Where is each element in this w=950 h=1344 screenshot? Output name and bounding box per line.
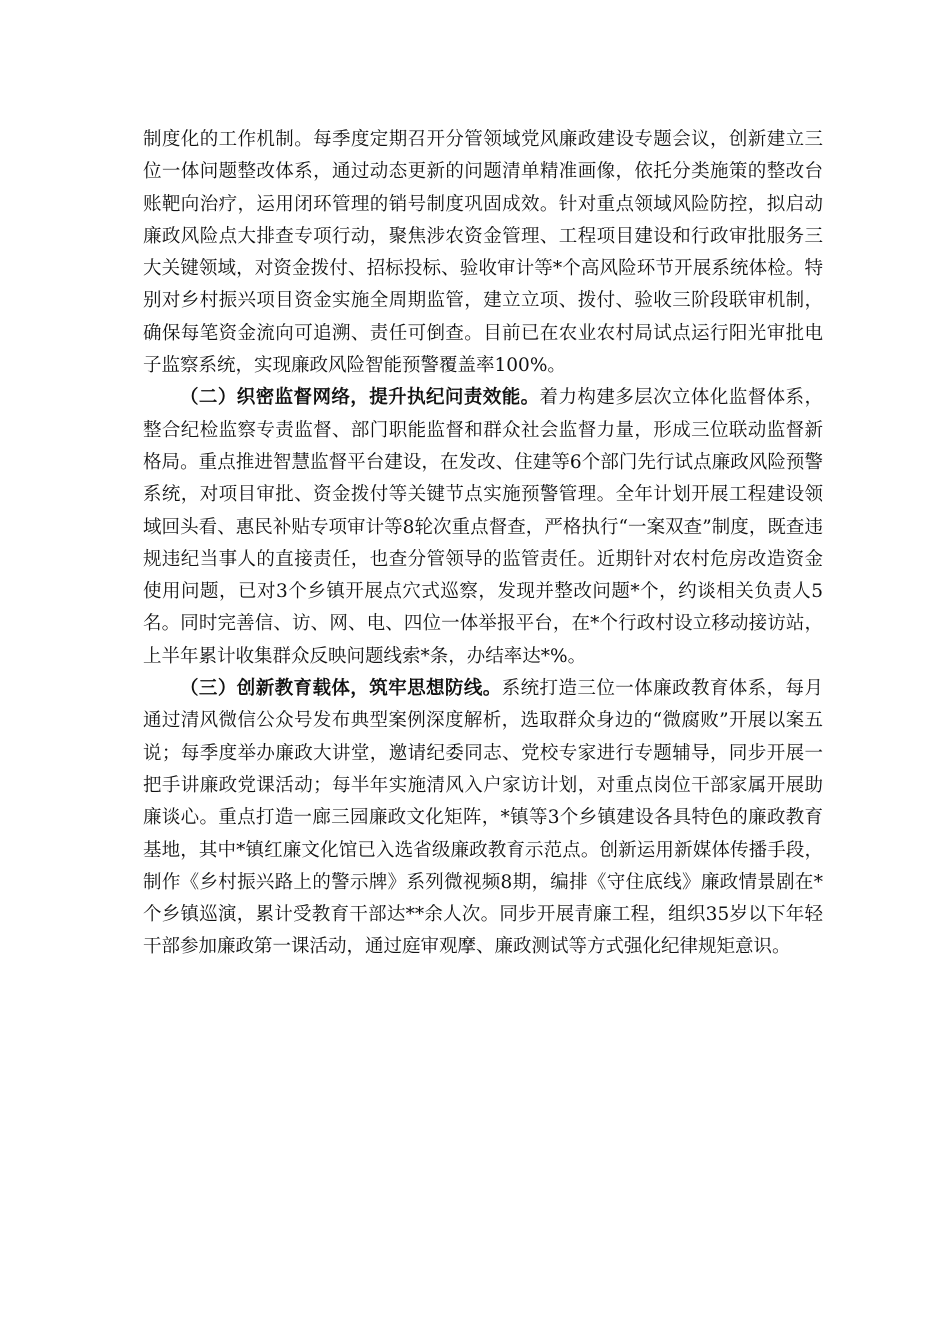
paragraph-2	[143, 382, 823, 673]
document-body	[143, 124, 823, 964]
section-heading-3: （三）创新教育载体，筑牢思想防线。	[180, 678, 502, 700]
paragraph-2-text: 着力构建多层次立体化监督体系，整合纪检监察专责监督、部门职能监督和群众社会监督力量，形成三位联动监督新格局。重点推进智慧监督平台建设，在发改、住建等6个部门先行试点廉政风险预警系统，对项目审批、资金拨付等关键节点实施预警管理。全年计划开展工程建设领域回头看、惠民补贴专项审计等8轮次重点督查，严格执行“一案双查”制度，既查违规违纪当事人的直接责任，也查分管领导的监管责任。近期针对农村危房改造资金使用问题，已对3个乡镇开展点穴式巡察，发现并整改问题*个，约谈相关负责人5名。同时完善信、访、网、电、四位一体举报平台，在*个行政村设立移动接访站，上半年累计收集群众反映问题线索*条，办结率达*%。	[143, 387, 823, 667]
section-heading-2: （二）织密监督网络，提升执纪问责效能。	[180, 387, 540, 409]
paragraph-1-text: 制度化的工作机制。每季度定期召开分管领域党风廉政建设专题会议，创新建立三位一体问题整改体系，通过动态更新的问题清单精准画像，依托分类施策的整改台账靶向治疗，运用闭环管理的销号制度巩固成效。针对重点领域风险防控，拟启动廉政风险点大排查专项行动，聚焦涉农资金管理、工程项目建设和行政审批服务三大关键领域，对资金拨付、招标投标、验收审计等*个高风险环节开展系统体检。特别对乡村振兴项目资金实施全周期监管，建立立项、拨付、验收三阶段联审机制，确保每笔资金流向可追溯、责任可倒查。目前已在农业农村局试点运行阳光审批电子监察系统，实现廉政风险智能预警覆盖率100%。	[143, 129, 823, 377]
paragraph-1	[143, 124, 823, 382]
paragraph-3	[143, 673, 823, 964]
paragraph-3-text: 系统打造三位一体廉政教育体系，每月通过清风微信公众号发布典型案例深度解析，选取群众身边的“微腐败”开展以案五说；每季度举办廉政大讲堂，邀请纪委同志、党校专家进行专题辅导，同步开展一把手讲廉政党课活动；每半年实施清风入户家访计划，对重点岗位干部家属开展助廉谈心。重点打造一廊三园廉政文化矩阵，*镇等3个乡镇建设各具特色的廉政教育基地，其中*镇红廉文化馆已入选省级廉政教育示范点。创新运用新媒体传播手段，制作《乡村振兴路上的警示牌》系列微视频8期，编排《守住底线》廉政情景剧在*个乡镇巡演，累计受教育干部达**余人次。同步开展青廉工程，组织35岁以下年轻干部参加廉政第一课活动，通过庭审观摩、廉政测试等方式强化纪律规矩意识。	[143, 678, 823, 958]
